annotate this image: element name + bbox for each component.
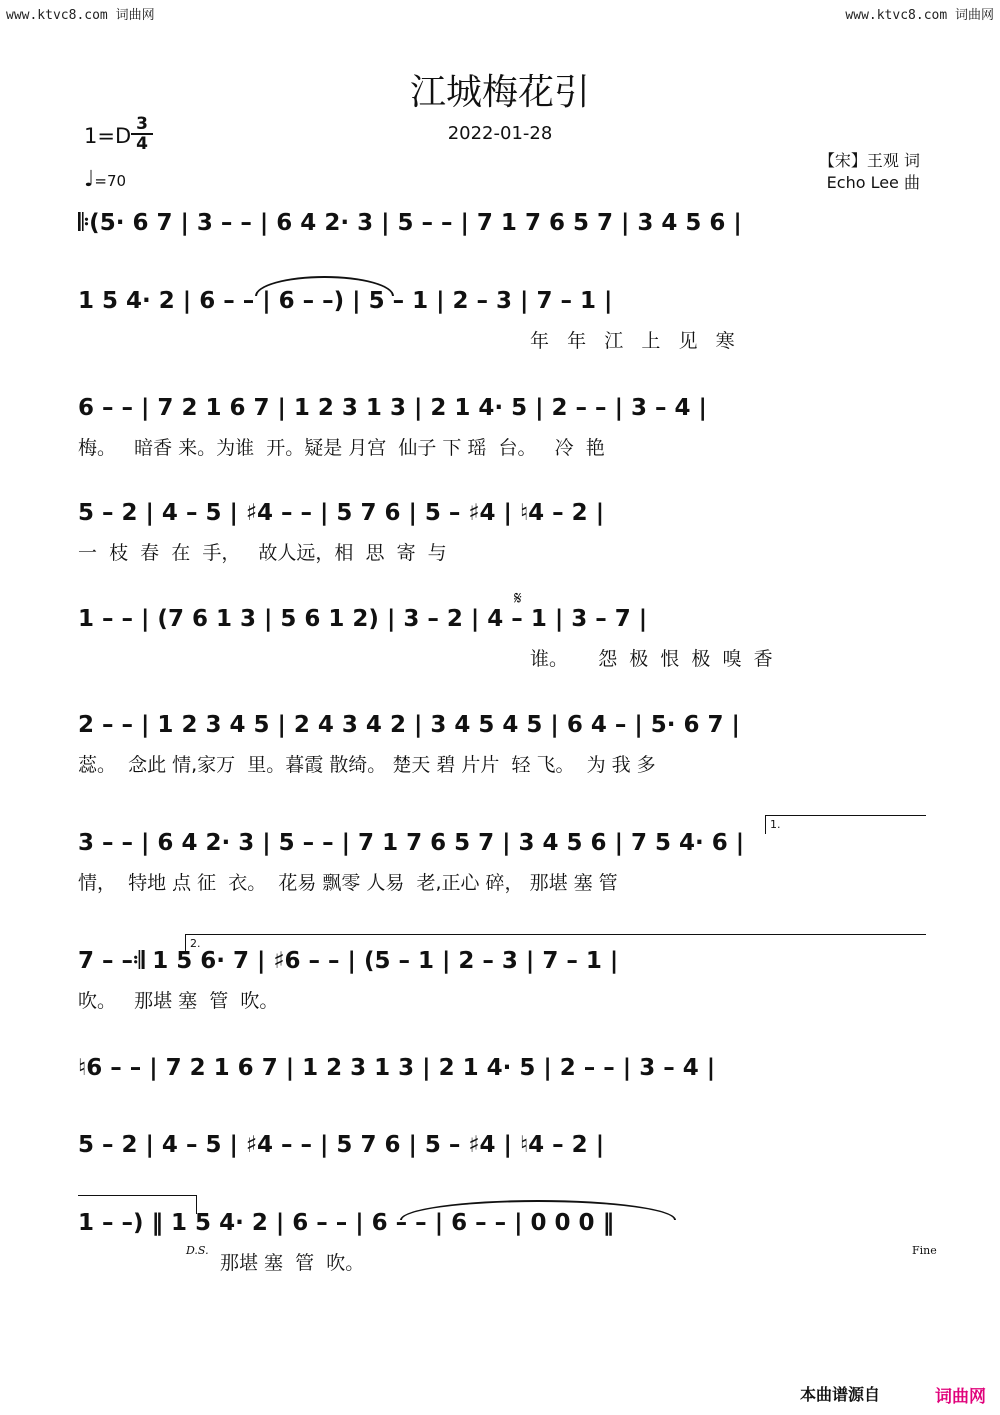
fine-marking: Fine bbox=[912, 1244, 937, 1257]
key-signature: 1=D bbox=[84, 124, 132, 148]
composer-credit: Echo Lee 曲 bbox=[826, 173, 920, 192]
score-notes-row: ♮6 – – | 7 2 1 6 7 | 1 2 3 1 3 | 2 1 4· 5 | 2 – – | 3 – 4 | bbox=[78, 1055, 716, 1081]
lyricist-credit: 【宋】王观 词 bbox=[818, 151, 920, 170]
song-title: 江城梅花引 bbox=[409, 72, 590, 113]
score-notes-row: 1 5 4· 2 | 6 – – | 6 – –) | 5 – 1 | 2 – 3 | 7 – 1 | bbox=[78, 288, 613, 314]
lyrics-row: 情， 特地 点 征 衣。 花易 飘零 人易 老,正心 碎， 那堪 塞 管 bbox=[78, 872, 618, 894]
score-notes-row: 1 – –) ‖ 1 5 4· 2 | 6 – – | 6 – – | 6 – – | 0 0 0 ‖ bbox=[78, 1210, 615, 1236]
quarter-note-icon: ♩ bbox=[84, 167, 95, 192]
watermark-left: www.ktvc8.com 词曲网 bbox=[6, 8, 155, 23]
score-notes-row: 6 – – | 7 2 1 6 7 | 1 2 3 1 3 | 2 1 4· 5 | 2 – – | 3 – 4 | bbox=[78, 395, 707, 421]
lyrics-row: 那堪 塞 管 吹。 bbox=[220, 1252, 365, 1274]
repeat-bracket bbox=[78, 1195, 197, 1214]
time-signature-bottom: 4 bbox=[136, 134, 148, 154]
lyrics-row: 一 枝 春 在 手， 故人远，相 思 寄 与 bbox=[78, 542, 447, 564]
segno-icon: 𝄋 bbox=[514, 588, 522, 609]
score-notes-row: 1 – – | (7 6 1 3 | 5 6 1 2) | 3 – 2 | 4 – 1 | 3 – 7 | bbox=[78, 606, 648, 632]
volta-second-ending: 2. bbox=[185, 934, 926, 953]
time-signature-top: 3 bbox=[136, 114, 148, 134]
footer-source: 本曲谱源自 bbox=[799, 1385, 880, 1404]
score-notes-row: 5 – 2 | 4 – 5 | ♯4 – – | 5 7 6 | 5 – ♯4 | ♮4 – 2 | bbox=[78, 1132, 605, 1158]
score-notes-row: 5 – 2 | 4 – 5 | ♯4 – – | 5 7 6 | 5 – ♯4 | ♮4 – 2 | bbox=[78, 500, 605, 526]
time-signature bbox=[131, 116, 153, 152]
slur-tie bbox=[255, 276, 394, 296]
score-notes-row: 7 – –𝄇 1 5 6· 7 | ♯6 – – | (5 – 1 | 2 – 3 | 7 – 1 | bbox=[78, 948, 619, 974]
footer-site-logo: 词曲网 bbox=[935, 1387, 986, 1407]
volta-first-ending: 1. bbox=[765, 815, 926, 834]
lyrics-row: 谁。 怨 极 恨 极 嗅 香 bbox=[530, 648, 773, 670]
lyrics-row: 蕊。 念此 情,家万 里。暮霞 散绮。 楚天 碧 片片 轻 飞。 为 我 多 bbox=[78, 754, 656, 776]
slur-tie bbox=[400, 1200, 676, 1220]
score-date: 2022-01-28 bbox=[447, 123, 553, 144]
lyrics-row: 吹。 那堪 塞 管 吹。 bbox=[78, 990, 279, 1012]
lyrics-row: 年 年 江 上 见 寒 bbox=[530, 330, 735, 352]
tempo-value: =70 bbox=[94, 172, 127, 190]
score-notes-row: 𝄆(5· 6 7 | 3 – – | 6 4 2· 3 | 5 – – | 7 1 7 6 5 7 | 3 4 5 6 | bbox=[78, 210, 742, 236]
tempo-marking bbox=[84, 167, 126, 192]
ds-marking: D.S. bbox=[186, 1244, 209, 1257]
score-notes-row: 3 – – | 6 4 2· 3 | 5 – – | 7 1 7 6 5 7 | 3 4 5 6 | 7 5 4· 6 | bbox=[78, 830, 745, 856]
watermark-right: www.ktvc8.com 词曲网 bbox=[845, 8, 994, 23]
lyrics-row: 梅。 暗香 来。为谁 开。疑是 月宫 仙子 下 瑶 台。 冷 艳 bbox=[78, 437, 605, 459]
score-notes-row: 2 – – | 1 2 3 4 5 | 2 4 3 4 2 | 3 4 5 4 5 | 6 4 – | 5· 6 7 | bbox=[78, 712, 740, 738]
